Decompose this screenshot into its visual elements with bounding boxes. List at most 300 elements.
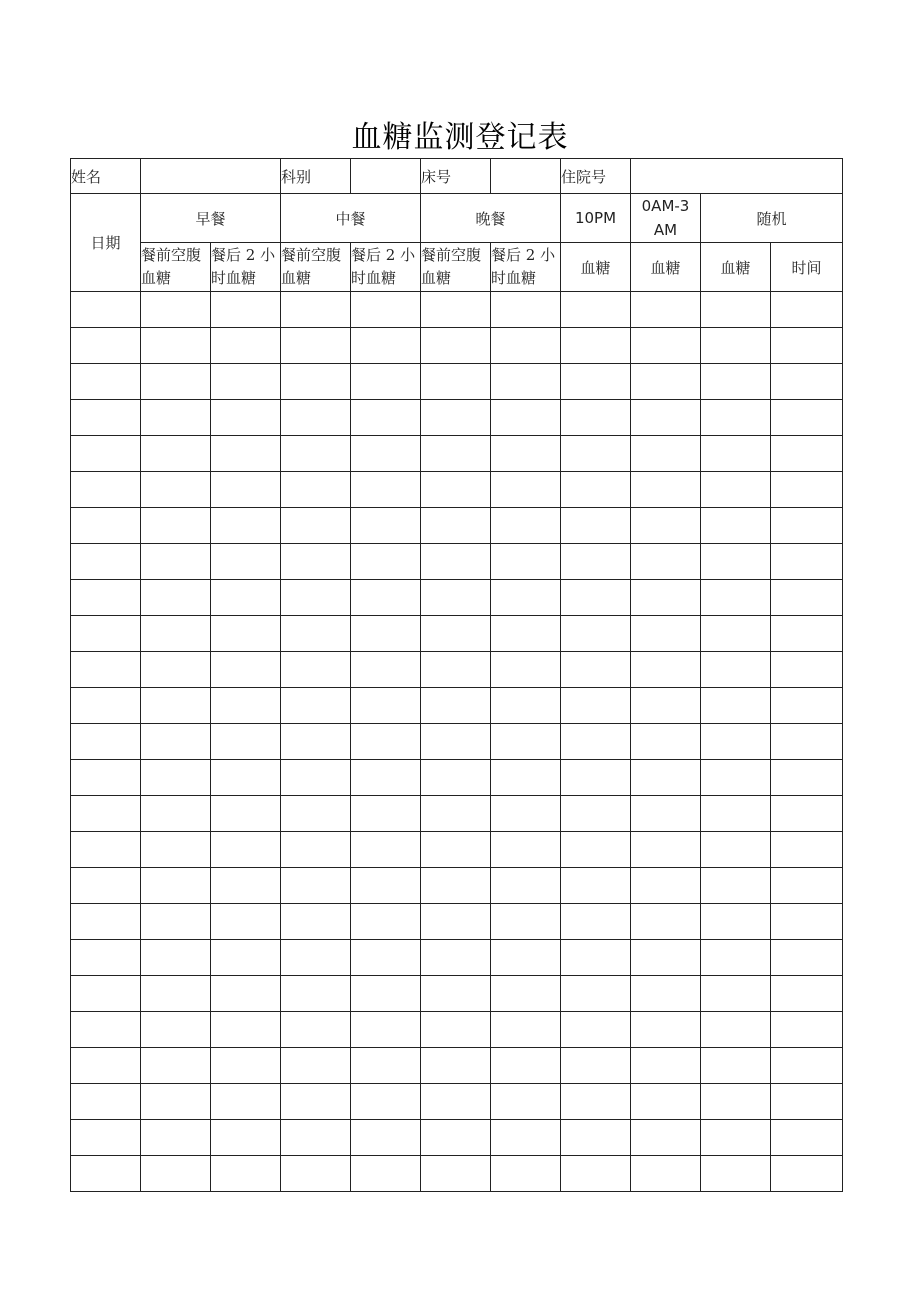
entry-cell[interactable] <box>141 436 211 472</box>
10pm-glucose-header: 血糖 <box>561 243 631 292</box>
entry-row <box>71 1156 843 1192</box>
entry-cell[interactable] <box>771 760 843 796</box>
admission-no-field[interactable] <box>631 159 843 194</box>
entry-cell[interactable] <box>351 544 421 580</box>
entry-cell[interactable] <box>421 1084 491 1120</box>
entry-cell[interactable] <box>141 508 211 544</box>
entry-cell[interactable] <box>491 832 561 868</box>
entry-cell[interactable] <box>491 364 561 400</box>
entry-cell[interactable] <box>141 292 211 328</box>
entry-cell[interactable] <box>71 796 141 832</box>
entry-cell[interactable] <box>141 544 211 580</box>
entry-cell[interactable] <box>701 1012 771 1048</box>
entry-cell[interactable] <box>351 904 421 940</box>
entry-cell[interactable] <box>211 832 281 868</box>
entry-cell[interactable] <box>701 868 771 904</box>
entry-cell[interactable] <box>491 688 561 724</box>
entry-cell[interactable] <box>701 832 771 868</box>
entry-cell[interactable] <box>71 1084 141 1120</box>
entry-cell[interactable] <box>71 832 141 868</box>
entry-cell[interactable] <box>631 940 701 976</box>
entry-cell[interactable] <box>421 1120 491 1156</box>
entry-cell[interactable] <box>141 724 211 760</box>
entry-cell[interactable] <box>631 436 701 472</box>
entry-cell[interactable] <box>211 1120 281 1156</box>
entry-cell[interactable] <box>631 868 701 904</box>
entry-cell[interactable] <box>491 940 561 976</box>
entry-cell[interactable] <box>281 292 351 328</box>
entry-cell[interactable] <box>701 904 771 940</box>
entry-cell[interactable] <box>631 616 701 652</box>
entry-cell[interactable] <box>701 472 771 508</box>
entry-cell[interactable] <box>491 904 561 940</box>
entry-cell[interactable] <box>71 1012 141 1048</box>
entry-cell[interactable] <box>421 832 491 868</box>
entry-cell[interactable] <box>701 1156 771 1192</box>
entry-cell[interactable] <box>211 400 281 436</box>
entry-cell[interactable] <box>631 400 701 436</box>
entry-cell[interactable] <box>71 328 141 364</box>
entry-cell[interactable] <box>421 400 491 436</box>
entry-cell[interactable] <box>561 760 631 796</box>
entry-cell[interactable] <box>771 1120 843 1156</box>
entry-row <box>71 976 843 1012</box>
entry-cell[interactable] <box>351 472 421 508</box>
entry-cell[interactable] <box>421 724 491 760</box>
entry-cell[interactable] <box>281 868 351 904</box>
entry-cell[interactable] <box>491 1012 561 1048</box>
entry-cell[interactable] <box>491 652 561 688</box>
entry-cell[interactable] <box>701 400 771 436</box>
entry-cell[interactable] <box>211 652 281 688</box>
entry-cell[interactable] <box>771 796 843 832</box>
entry-cell[interactable] <box>211 904 281 940</box>
entry-cell[interactable] <box>351 328 421 364</box>
entry-cell[interactable] <box>141 688 211 724</box>
entry-cell[interactable] <box>491 1084 561 1120</box>
entry-cell[interactable] <box>561 904 631 940</box>
entry-cell[interactable] <box>281 652 351 688</box>
entry-cell[interactable] <box>421 652 491 688</box>
entry-cell[interactable] <box>701 616 771 652</box>
entry-cell[interactable] <box>71 436 141 472</box>
entry-cell[interactable] <box>491 760 561 796</box>
entry-cell[interactable] <box>141 1120 211 1156</box>
entry-cell[interactable] <box>561 724 631 760</box>
bed-field[interactable] <box>491 159 561 194</box>
entry-cell[interactable] <box>351 508 421 544</box>
entry-cell[interactable] <box>71 760 141 796</box>
entry-cell[interactable] <box>71 1048 141 1084</box>
entry-cell[interactable] <box>701 976 771 1012</box>
entry-cell[interactable] <box>491 796 561 832</box>
entry-cell[interactable] <box>71 1156 141 1192</box>
entry-cell[interactable] <box>141 616 211 652</box>
entry-cell[interactable] <box>141 472 211 508</box>
header-line: 餐前空腹 <box>421 246 482 264</box>
entry-cell[interactable] <box>631 904 701 940</box>
entry-cell[interactable] <box>281 364 351 400</box>
entry-cell[interactable] <box>771 616 843 652</box>
entry-cell[interactable] <box>141 1012 211 1048</box>
entry-cell[interactable] <box>71 976 141 1012</box>
entry-cell[interactable] <box>561 688 631 724</box>
entry-cell[interactable] <box>281 544 351 580</box>
entry-cell[interactable] <box>351 940 421 976</box>
entry-cell[interactable] <box>771 364 843 400</box>
entry-cell[interactable] <box>561 976 631 1012</box>
entry-cell[interactable] <box>561 580 631 616</box>
entry-cell[interactable] <box>351 796 421 832</box>
entry-cell[interactable] <box>771 580 843 616</box>
entry-cell[interactable] <box>281 1156 351 1192</box>
entry-cell[interactable] <box>421 472 491 508</box>
entry-cell[interactable] <box>561 1012 631 1048</box>
entry-cell[interactable] <box>421 1048 491 1084</box>
entry-cell[interactable] <box>701 508 771 544</box>
entry-cell[interactable] <box>631 1156 701 1192</box>
entry-cell[interactable] <box>421 904 491 940</box>
entry-cell[interactable] <box>351 868 421 904</box>
entry-cell[interactable] <box>701 436 771 472</box>
entry-cell[interactable] <box>351 760 421 796</box>
entry-cell[interactable] <box>71 724 141 760</box>
entry-cell[interactable] <box>141 1156 211 1192</box>
entry-cell[interactable] <box>71 940 141 976</box>
entry-cell[interactable] <box>281 976 351 1012</box>
dinner-fasting-header <box>421 243 491 292</box>
entry-cell[interactable] <box>701 1048 771 1084</box>
entry-cell[interactable] <box>701 724 771 760</box>
entry-cell[interactable] <box>771 832 843 868</box>
entry-cell[interactable] <box>351 292 421 328</box>
entry-cell[interactable] <box>71 472 141 508</box>
entry-cell[interactable] <box>771 1048 843 1084</box>
entry-cell[interactable] <box>71 544 141 580</box>
entry-cell[interactable] <box>561 364 631 400</box>
entry-cell[interactable] <box>491 616 561 652</box>
entry-cell[interactable] <box>701 328 771 364</box>
entry-cell[interactable] <box>421 760 491 796</box>
entry-cell[interactable] <box>491 328 561 364</box>
entry-cell[interactable] <box>561 868 631 904</box>
entry-cell[interactable] <box>281 796 351 832</box>
entry-cell[interactable] <box>351 1156 421 1192</box>
entry-cell[interactable] <box>701 688 771 724</box>
entry-cell[interactable] <box>421 796 491 832</box>
entry-cell[interactable] <box>211 688 281 724</box>
entry-cell[interactable] <box>351 616 421 652</box>
entry-cell[interactable] <box>491 544 561 580</box>
entry-cell[interactable] <box>281 616 351 652</box>
entry-cell[interactable] <box>281 1084 351 1120</box>
entry-cell[interactable] <box>71 364 141 400</box>
random-header: 随机 <box>701 194 843 243</box>
entry-cell[interactable] <box>701 364 771 400</box>
entry-cell[interactable] <box>771 508 843 544</box>
entry-cell[interactable] <box>701 580 771 616</box>
entry-cell[interactable] <box>771 652 843 688</box>
header-line: 血糖 <box>141 269 172 287</box>
entry-cell[interactable] <box>351 1120 421 1156</box>
entry-cell[interactable] <box>561 1120 631 1156</box>
entry-cell[interactable] <box>631 724 701 760</box>
entry-cell[interactable] <box>421 436 491 472</box>
entry-row <box>71 904 843 940</box>
entry-cell[interactable] <box>351 832 421 868</box>
entry-cell[interactable] <box>631 652 701 688</box>
entry-cell[interactable] <box>141 976 211 1012</box>
entry-cell[interactable] <box>351 1048 421 1084</box>
entry-cell[interactable] <box>351 436 421 472</box>
entry-cell[interactable] <box>351 688 421 724</box>
entry-cell[interactable] <box>701 544 771 580</box>
entry-cell[interactable] <box>211 616 281 652</box>
entry-cell[interactable] <box>771 1156 843 1192</box>
entry-cell[interactable] <box>71 904 141 940</box>
entry-cell[interactable] <box>211 976 281 1012</box>
entry-cell[interactable] <box>421 868 491 904</box>
entry-cell[interactable] <box>491 724 561 760</box>
entry-cell[interactable] <box>421 976 491 1012</box>
entry-cell[interactable] <box>491 976 561 1012</box>
entry-cell[interactable] <box>141 832 211 868</box>
entry-cell[interactable] <box>631 976 701 1012</box>
entry-cell[interactable] <box>771 400 843 436</box>
entry-cell[interactable] <box>281 328 351 364</box>
entry-cell[interactable] <box>631 580 701 616</box>
entry-cell[interactable] <box>281 760 351 796</box>
entry-cell[interactable] <box>491 868 561 904</box>
entry-cell[interactable] <box>421 328 491 364</box>
entry-cell[interactable] <box>421 544 491 580</box>
entry-cell[interactable] <box>771 1012 843 1048</box>
entry-cell[interactable] <box>701 940 771 976</box>
entry-cell[interactable] <box>631 832 701 868</box>
entry-cell[interactable] <box>561 940 631 976</box>
entry-cell[interactable] <box>631 364 701 400</box>
entry-cell[interactable] <box>491 508 561 544</box>
entry-cell[interactable] <box>561 652 631 688</box>
entry-cell[interactable] <box>141 940 211 976</box>
entry-cell[interactable] <box>561 292 631 328</box>
department-field[interactable] <box>351 159 421 194</box>
entry-cell[interactable] <box>281 688 351 724</box>
entry-cell[interactable] <box>771 544 843 580</box>
entry-cell[interactable] <box>631 292 701 328</box>
entry-cell[interactable] <box>771 436 843 472</box>
entry-cell[interactable] <box>701 652 771 688</box>
entry-cell[interactable] <box>491 292 561 328</box>
entry-cell[interactable] <box>71 508 141 544</box>
entry-cell[interactable] <box>421 688 491 724</box>
entry-cell[interactable] <box>71 292 141 328</box>
entry-cell[interactable] <box>141 328 211 364</box>
name-field[interactable] <box>141 159 281 194</box>
random-time-header: 时间 <box>771 243 843 292</box>
entry-cell[interactable] <box>141 904 211 940</box>
entry-cell[interactable] <box>211 508 281 544</box>
entry-cell[interactable] <box>141 400 211 436</box>
entry-cell[interactable] <box>141 580 211 616</box>
entry-cell[interactable] <box>211 544 281 580</box>
entry-cell[interactable] <box>771 328 843 364</box>
entry-cell[interactable] <box>701 292 771 328</box>
entry-cell[interactable] <box>141 652 211 688</box>
entry-cell[interactable] <box>771 976 843 1012</box>
entry-cell[interactable] <box>771 688 843 724</box>
entry-cell[interactable] <box>631 472 701 508</box>
entry-cell[interactable] <box>71 868 141 904</box>
entry-cell[interactable] <box>211 364 281 400</box>
entry-cell[interactable] <box>631 508 701 544</box>
entry-cell[interactable] <box>71 1120 141 1156</box>
entry-row <box>71 580 843 616</box>
entry-cell[interactable] <box>211 1084 281 1120</box>
entry-cell[interactable] <box>561 328 631 364</box>
name-label: 姓名 <box>71 159 141 194</box>
entry-cell[interactable] <box>281 724 351 760</box>
entry-cell[interactable] <box>281 436 351 472</box>
entry-cell[interactable] <box>771 1084 843 1120</box>
entry-cell[interactable] <box>561 1156 631 1192</box>
entry-cell[interactable] <box>281 832 351 868</box>
entry-cell[interactable] <box>351 1084 421 1120</box>
entry-cell[interactable] <box>561 1084 631 1120</box>
entry-cell[interactable] <box>281 904 351 940</box>
entry-cell[interactable] <box>631 796 701 832</box>
entry-cell[interactable] <box>561 436 631 472</box>
entry-cell[interactable] <box>631 1048 701 1084</box>
entry-cell[interactable] <box>351 1012 421 1048</box>
entry-cell[interactable] <box>631 1012 701 1048</box>
entry-cell[interactable] <box>141 1048 211 1084</box>
entry-cell[interactable] <box>351 400 421 436</box>
entry-cell[interactable] <box>281 1048 351 1084</box>
header-row-2 <box>71 243 843 292</box>
entry-cell[interactable] <box>561 796 631 832</box>
entry-cell[interactable] <box>701 796 771 832</box>
entry-cell[interactable] <box>771 940 843 976</box>
entry-cell[interactable] <box>211 1156 281 1192</box>
entry-cell[interactable] <box>211 1012 281 1048</box>
entry-cell[interactable] <box>491 400 561 436</box>
header-line: 餐前空腹 <box>141 246 202 264</box>
header-line: 血糖 <box>281 269 312 287</box>
entry-row <box>71 1120 843 1156</box>
header-line: 时血糖 <box>211 269 257 287</box>
entry-cell[interactable] <box>491 472 561 508</box>
entry-cell[interactable] <box>701 760 771 796</box>
entry-cell[interactable] <box>561 544 631 580</box>
entry-cell[interactable] <box>211 940 281 976</box>
entry-cell[interactable] <box>281 940 351 976</box>
entry-cell[interactable] <box>281 1012 351 1048</box>
entry-cell[interactable] <box>281 508 351 544</box>
entry-cell[interactable] <box>631 328 701 364</box>
entry-row <box>71 436 843 472</box>
entry-cell[interactable] <box>421 1156 491 1192</box>
entry-cell[interactable] <box>561 472 631 508</box>
entry-cell[interactable] <box>421 616 491 652</box>
entry-cell[interactable] <box>281 472 351 508</box>
entry-cell[interactable] <box>421 364 491 400</box>
entry-cell[interactable] <box>351 580 421 616</box>
entry-cell[interactable] <box>701 1120 771 1156</box>
entry-cell[interactable] <box>281 580 351 616</box>
form-title: 血糖监测登记表 <box>351 120 569 155</box>
entry-cell[interactable] <box>421 1012 491 1048</box>
entry-cell[interactable] <box>351 724 421 760</box>
entry-cell[interactable] <box>211 796 281 832</box>
entry-cell[interactable] <box>561 1048 631 1084</box>
entry-cell[interactable] <box>491 436 561 472</box>
entry-cell[interactable] <box>71 616 141 652</box>
entry-cell[interactable] <box>141 760 211 796</box>
entry-cell[interactable] <box>141 796 211 832</box>
entry-cell[interactable] <box>631 760 701 796</box>
entry-cell[interactable] <box>351 364 421 400</box>
entry-cell[interactable] <box>141 364 211 400</box>
entry-cell[interactable] <box>631 1120 701 1156</box>
entry-cell[interactable] <box>491 1120 561 1156</box>
entry-cell[interactable] <box>71 688 141 724</box>
entry-cell[interactable] <box>631 688 701 724</box>
entry-cell[interactable] <box>71 652 141 688</box>
entry-cell[interactable] <box>561 400 631 436</box>
entry-cell[interactable] <box>351 976 421 1012</box>
entry-cell[interactable] <box>631 544 701 580</box>
entry-cell[interactable] <box>771 724 843 760</box>
entry-cell[interactable] <box>141 868 211 904</box>
entry-cell[interactable] <box>421 508 491 544</box>
entry-cell[interactable] <box>701 1084 771 1120</box>
entry-cell[interactable] <box>211 472 281 508</box>
entry-cell[interactable] <box>491 1048 561 1084</box>
entry-cell[interactable] <box>561 616 631 652</box>
entry-cell[interactable] <box>281 400 351 436</box>
entry-cell[interactable] <box>211 328 281 364</box>
entry-row <box>71 400 843 436</box>
entry-cell[interactable] <box>771 904 843 940</box>
entry-cell[interactable] <box>211 580 281 616</box>
entry-cell[interactable] <box>211 1048 281 1084</box>
entry-cell[interactable] <box>281 1120 351 1156</box>
entry-cell[interactable] <box>211 292 281 328</box>
header-line: 餐前空腹 <box>281 246 342 264</box>
entry-cell[interactable] <box>211 724 281 760</box>
entry-cell[interactable] <box>421 580 491 616</box>
0am-3am-glucose-header: 血糖 <box>631 243 701 292</box>
entry-cell[interactable] <box>771 472 843 508</box>
entry-cell[interactable] <box>771 868 843 904</box>
entry-cell[interactable] <box>141 1084 211 1120</box>
entry-cell[interactable] <box>211 436 281 472</box>
entry-cell[interactable] <box>421 940 491 976</box>
entry-cell[interactable] <box>771 292 843 328</box>
entry-cell[interactable] <box>491 1156 561 1192</box>
entry-cell[interactable] <box>71 400 141 436</box>
entry-cell[interactable] <box>631 1084 701 1120</box>
entry-cell[interactable] <box>491 580 561 616</box>
entry-cell[interactable] <box>421 292 491 328</box>
entry-cell[interactable] <box>211 760 281 796</box>
entry-cell[interactable] <box>211 868 281 904</box>
entry-cell[interactable] <box>351 652 421 688</box>
entry-cell[interactable] <box>561 832 631 868</box>
entry-cell[interactable] <box>561 508 631 544</box>
entry-cell[interactable] <box>71 580 141 616</box>
